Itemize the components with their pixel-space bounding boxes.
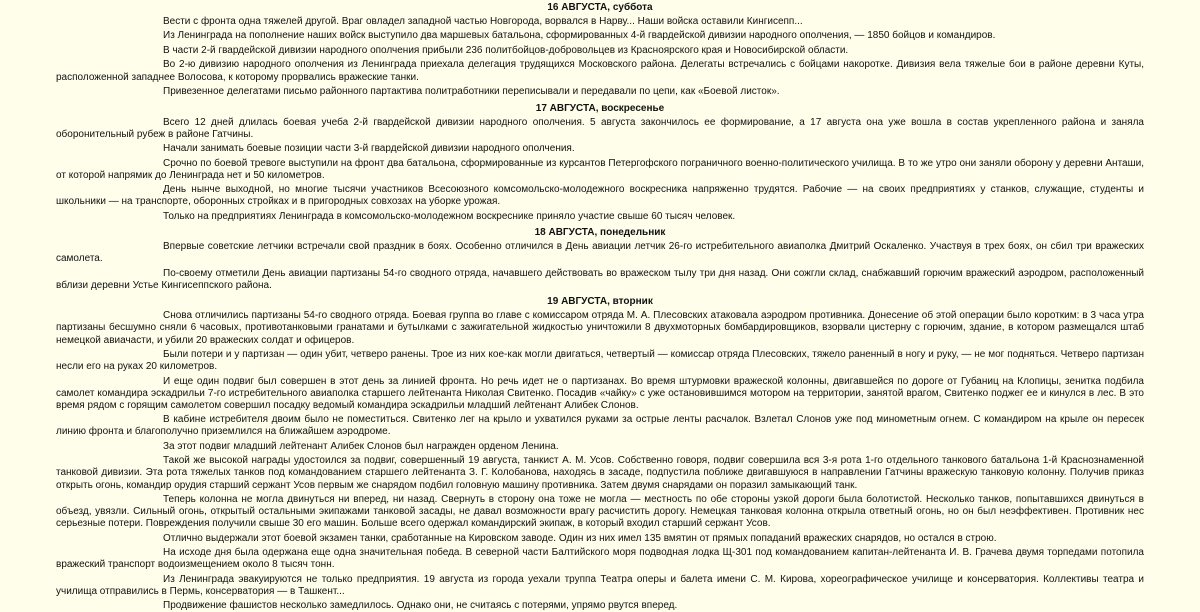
paragraph: Срочно по боевой тревоге выступили на фронт два батальона, сформированные из курсантов Петергофского пограничного военно-политического училища. В то же утро они заняли оборону у деревни Анташи, от которой напрямик до Ленинграда нет и 50 километров. bbox=[56, 157, 1144, 181]
paragraph: Всего 12 дней длилась боевая учеба 2-й гвардейской дивизии народного ополчения. 5 августа закончилось ее формирование, а 17 августа она уже вошла в состав укрепленного района и заняла оборонительный рубеж в районе Гатчины. bbox=[56, 116, 1144, 140]
paragraph: За этот подвиг младший лейтенант Алибек Слонов был награжден орденом Ленина. bbox=[163, 440, 559, 452]
paragraph: На исходе дня была одержана еще одна значительная победа. В северной части Балтийского моря подводная лодка Щ-301 под командованием капитан-лейтенанта И. В. Грачева двумя торпедами потопила вражеский транспорт водоизмещением около 8 тысяч тонн. bbox=[56, 547, 1144, 571]
paragraph: В части 2-й гвардейской дивизии народного ополчения прибыли 236 политбойцов-добровольцев из Красноярского края и Новосибирской области. bbox=[163, 44, 849, 56]
paragraph: Снова отличились партизаны 54-го сводного отряда. Боевая группа во главе с комиссаром отряда М. А. Плесовских атаковала аэродром противника. Донесение об этой операции было коротким: в 3 часа утра партизаны бесшумно сняли 6 часовых, противотанковыми гранатами и бутылками с зажигательной жидкостью уничтожили 8 двухмоторных бомбардировщиков, взорвали цистерну с горючим, здание, в котором размещался штаб немецкой авиачасти, и убили 20 вражеских солдат и офицеров. bbox=[56, 310, 1144, 346]
paragraph: Были потери и у партизан — один убит, четверо ранены. Трое из них кое-как могли двигаться, четвертый — комиссар отряда Плесовских, тяжело раненный в ногу и руку, — не мог подняться. Четверо партизан несли его на руках 20 километров. bbox=[56, 349, 1144, 373]
date-heading: 18 АВГУСТА, понедельник bbox=[534, 227, 666, 239]
paragraph: День нынче выходной, но многие тысячи участников Всесоюзного комсомольско-молодежного воскресника напряженно трудятся. Рабочие — на своих предприятиях у станков, служащие, студенты и школьники — на транспорте, оборонных стройках и в пригородных совхозах на уборке урожая. bbox=[56, 184, 1144, 208]
paragraph: Из Ленинграда на пополнение наших войск выступило два маршевых батальона, сформированных 4-й гвардейской дивизии народного ополчения, — 1850 бойцов и командиров. bbox=[163, 30, 996, 42]
date-heading: 19 АВГУСТА, вторник bbox=[547, 296, 653, 308]
paragraph: Теперь колонна не могла двинуться ни вперед, ни назад. Свернуть в сторону она тоже не могла — местность по обе стороны узкой дороги была болотистой. Несколько танков, попытавшихся двинуться в объезд, увязли. Сильный огонь, открытый остальными экипажами танковой засады, не давал возможности врагу расчистить дорогу. Немецкая танковая колонна открыла ответный огонь, но он был неэффективен. Противник нес серьезные потери. Повреждения получили свыше 30 его машин. Больше всего одержал командирский экипаж, в который входил старший сержант Усов. bbox=[56, 494, 1144, 530]
paragraph: Из Ленинграда эвакуируются не только предприятия. 19 августа из города уехали труппа Театра оперы и балета имени С. М. Кирова, хореографическое училище и консерватория. Коллективы театра и училища отправились в Пермь, консерватория — в Ташкент... bbox=[56, 573, 1144, 597]
paragraph: Такой же высокой награды удостоился за подвиг, совершенный 19 августа, танкист А. М. Усов. Собственно говоря, подвиг совершила вся 3-я рота 1-го отдельного танкового батальона 1-й Краснознаменной танковой дивизии. Эта рота тяжелых танков под командованием старшего лейтенанта З. Г. Колобанова, находясь в засаде, подпустила поближе двигавшуюся в направлении Гатчины вражескую танковую колонну. Получив приказ открыть огонь, командир орудия старший сержант Усов первым же снарядом подбил головную машину противника. Затем двумя снарядами он поразил замыкающий танк. bbox=[56, 455, 1144, 491]
paragraph: Привезенное делегатами письмо районного партактива политработники переписывали и передавали по цепи, как «Боевой листок». bbox=[163, 86, 780, 98]
paragraph: Отлично выдержали этот боевой экзамен танки, сработанные на Кировском заводе. Один из них имел 135 вмятин от прямых попаданий вражеских снарядов, но остался в строю. bbox=[163, 532, 997, 544]
date-heading: 17 АВГУСТА, воскресенье bbox=[535, 102, 665, 114]
paragraph: Начали занимать боевые позиции части 3-й гвардейской дивизии народного ополчения. bbox=[163, 143, 575, 155]
paragraph: В кабине истребителя двоим было не поместиться. Свитенко лег на крыло и ухватился руками за острые ленты расчалок. Взлетал Слонов уже под минометным огнем. С командиром на крыле он пересек линию фронта и благополучно приземлился на ближайшем аэродроме. bbox=[56, 414, 1144, 438]
paragraph: И еще один подвиг был совершен в этот день за линией фронта. Но речь идет не о партизанах. Во время штурмовки вражеской колонны, двигавшейся по дороге от Губаниц на Клопицы, зенитка подбила самолет командира эскадрильи 7-го истребительного авиаполка старшего лейтенанта Николая Свитенко. Посадив «чайку» с уже остановившимся мотором на территории, занятой врагом, Свитенко поджег ее и кинулся в лес. В это время рядом с горящим самолетом совершил посадку ведомый командира эскадрильи младший лейтенант Алибек Слонов. bbox=[56, 375, 1144, 411]
paragraph: Только на предприятиях Ленинграда в комсомольско-молодежном воскреснике приняло участие свыше 60 тысяч человек. bbox=[163, 210, 736, 222]
paragraph: Во 2-ю дивизию народного ополчения из Ленинграда приехала делегация трудящихся Московского района. Делегаты встречались с бойцами накоротке. Дивизия вела тяжелые бои в районе деревни Куты, расположенной западнее Волосова, к которому прорвались вражеские танки. bbox=[56, 59, 1144, 83]
date-heading: 16 АВГУСТА, суббота bbox=[547, 2, 653, 13]
paragraph: Вести с фронта одна тяжелей другой. Враг овладел западной частью Новгорода, ворвался в Нарву... Наши войска оставили Кингисепп... bbox=[163, 16, 803, 27]
paragraph: По-своему отметили День авиации партизаны 54-го сводного отряда, начавшего действовать во вражеском тылу три дня назад. Они сожгли склад, снабжавший горючим вражеский аэродром, расположенный вблизи деревни Устье Кингисеппского района. bbox=[56, 267, 1144, 291]
paragraph: Продвижение фашистов несколько замедлилось. Однако они, не считаясь с потерями, упрямо рвутся вперед. bbox=[163, 600, 678, 612]
paragraph: Впервые советские летчики встречали свой праздник в боях. Особенно отличился в День авиации летчик 26-го истребительного авиаполка Дмитрий Оскаленко. Участвуя в трех боях, он сбил три вражеских самолета. bbox=[56, 241, 1144, 265]
